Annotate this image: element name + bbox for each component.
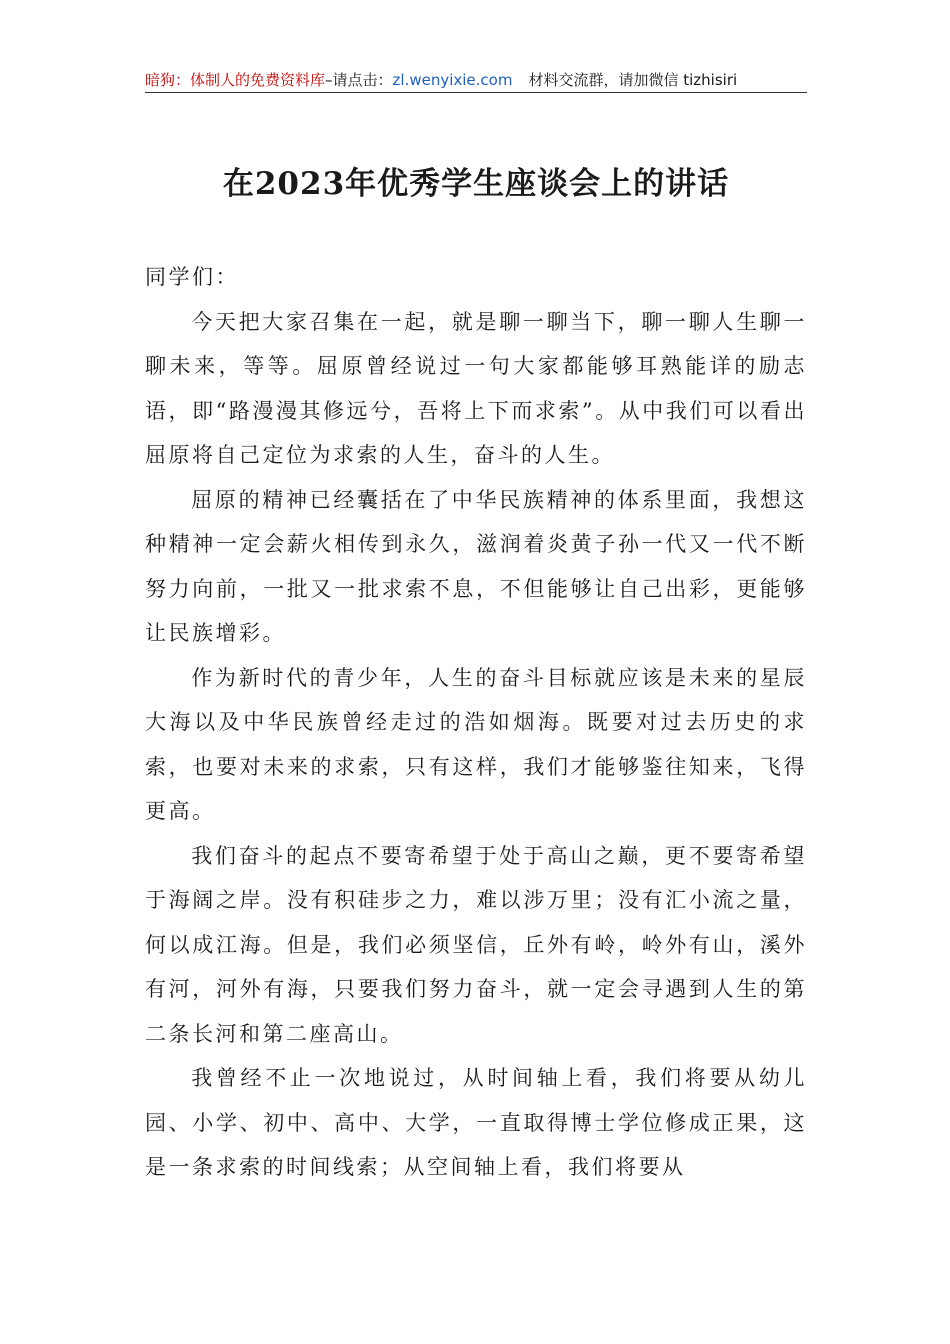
paragraph: 作为新时代的青少年，人生的奋斗目标就应该是未来的星辰大海以及中华民族曾经走过的浩如烟海。既要对过去历史的求索，也要对未来的求索，只有这样，我们才能够鉴往知来，飞得更高。 bbox=[145, 665, 807, 823]
paragraph: 我们奋斗的起点不要寄希望于处于高山之巅，更不要寄希望于海阔之岸。没有积硅步之力，难以涉万里；没有汇小流之量，何以成江海。但是，我们必须坚信，丘外有岭，岭外有山，溪外有河，河外有海，只要我们努力奋斗，就一定会寻遇到人生的第二条长河和第二座高山。 bbox=[145, 843, 807, 1046]
paragraph: 屈原的精神已经囊括在了中华民族精神的体系里面，我想这种精神一定会薪火相传到永久，滋润着炎黄子孙一代又一代不断努力向前，一批又一批求索不息，不但能够让自己出彩，更能够让民族增彩。 bbox=[145, 487, 807, 645]
greeting: 同学们： bbox=[145, 265, 239, 289]
header-separator: –请点击： bbox=[325, 71, 393, 89]
paragraph: 今天把大家召集在一起，就是聊一聊当下，聊一聊人生聊一聊未来，等等。屈原曾经说过一句大家都能够耳熟能详的励志语，即“路漫漫其修远兮，吾将上下而求索”。从中我们可以看出屈原将自己定位为求索的人生，奋斗的人生。 bbox=[145, 309, 807, 467]
document-body bbox=[145, 255, 807, 1190]
header-note: 材料交流群，请加微信 tizhisiri bbox=[528, 71, 738, 89]
paragraph: 我曾经不止一次地说过，从时间轴上看，我们将要从幼儿园、小学、初中、高中、大学，一直取得博士学位修成正果，这是一条求索的时间线索；从空间轴上看，我们将要从 bbox=[145, 1066, 807, 1179]
header-divider bbox=[145, 92, 807, 93]
page-header bbox=[145, 68, 807, 92]
page-title: 在2023年优秀学生座谈会上的讲话 bbox=[222, 166, 730, 202]
header-link[interactable]: zl.wenyixie.com bbox=[392, 71, 513, 89]
header-brand: 暗狗：体制人的免费资料库 bbox=[145, 71, 326, 89]
